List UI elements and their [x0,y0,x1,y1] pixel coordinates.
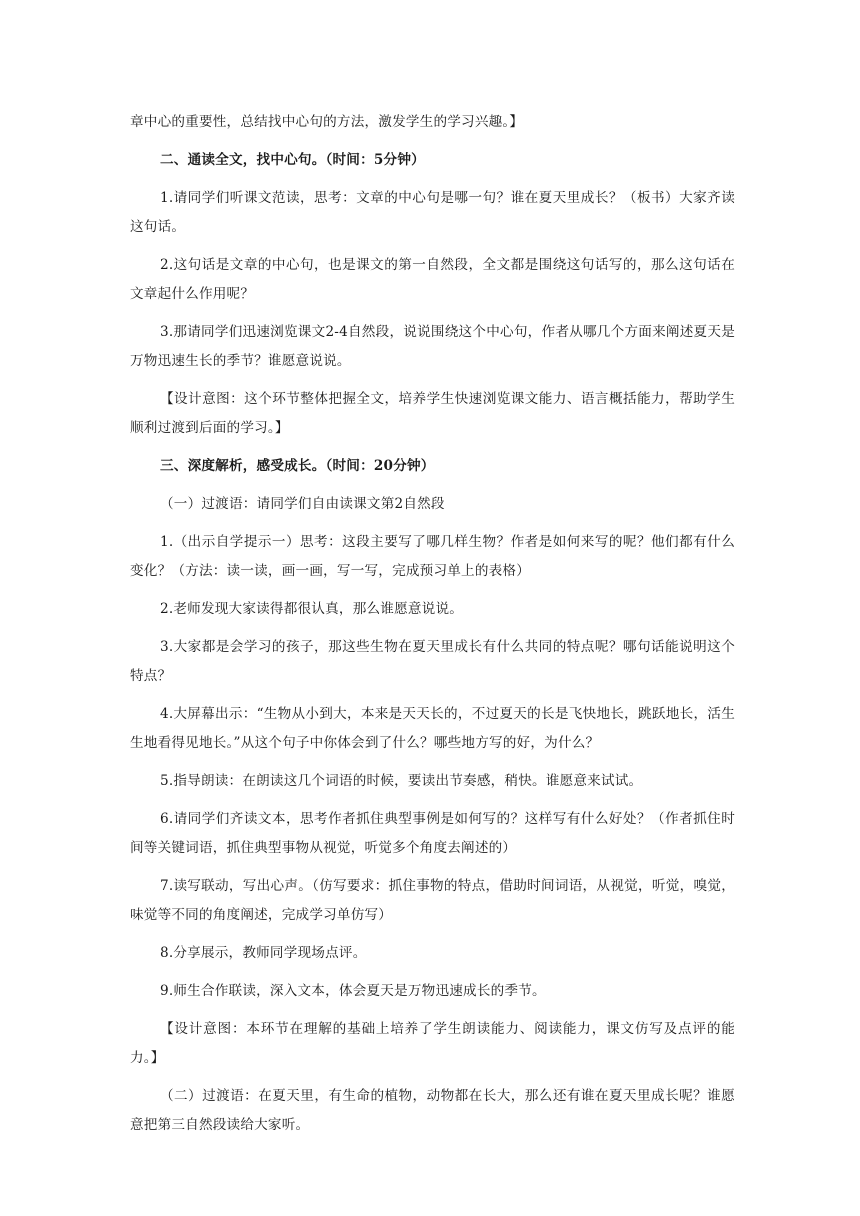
section-heading-2: 二、通读全文，找中心句。（时间：5分钟） [160,152,425,168]
paragraph: 1.请同学们听课文范读，思考：文章的中心句是哪一句？谁在夏天里成长？（板书）大家齐读这句话。 [130,190,735,235]
design-intent-note: 【设计意图：本环节在理解的基础上培养了学生朗读能力、阅读能力，课文仿写及点评的能力。】 [130,1021,735,1066]
paragraph: 1.（出示自学提示一）思考：这段主要写了哪几样生物？作者是如何来写的呢？他们都有什么变化？（方法：读一读，画一画，写一写，完成预习单上的表格） [130,534,735,579]
paragraph: 9.师生合作联读，深入文本，体会夏天是万物迅速成长的季节。 [160,983,546,999]
subsection-transition: （一）过渡语：请同学们自由读课文第2自然段 [160,496,445,512]
section-heading-3: 三、深度解析，感受成长。（时间：20分钟） [160,458,435,474]
paragraph: 3.大家都是会学习的孩子，那这些生物在夏天里成长有什么共同的特点呢？哪句话能说明这个特点？ [130,639,735,684]
subsection-transition: （二）过渡语：在夏天里，有生命的植物，动物都在长大，那么还有谁在夏天里成长呢？谁愿意把第三自然段读给大家听。 [130,1088,735,1133]
paragraph: 2.这句话是文章的中心句，也是课文的第一自然段，全文都是围绕这句话写的，那么这句话在文章起什么作用呢？ [130,257,735,302]
paragraph: 5.指导朗读：在朗读这几个词语的时候，要读出节奏感，稍快。谁愿意来试试。 [160,773,643,789]
paragraph-continued: 章中心的重要性，总结找中心句的方法，激发学生的学习兴趣。】 [130,114,524,130]
paragraph: 7.读写联动，写出心声。（仿写要求：抓住事物的特点，借助时间词语，从视觉，听觉，嗅觉，味觉等不同的角度阐述，完成学习单仿写） [130,878,735,923]
paragraph: 6.请同学们齐读文本，思考作者抓住典型事例是如何写的？这样写有什么好处？（作者抓住时间等关键词语，抓住典型事物从视觉，听觉多个角度去阐述的） [130,811,735,856]
paragraph: 4.大屏幕出示：“生物从小到大，本来是天天长的，不过夏天的长是飞快地长，跳跃地长，活生生地看得见地长。”从这个句子中你体会到了什么？哪些地方写的好，为什么？ [130,706,735,751]
paragraph: 8.分享展示，教师同学现场点评。 [160,945,367,961]
paragraph: 2.老师发现大家读得都很认真，那么谁愿意说说。 [160,601,464,617]
paragraph: 3.那请同学们迅速浏览课文2-4自然段，说说围绕这个中心句，作者从哪几个方面来阐述夏天是万物迅速生长的季节？谁愿意说说。 [130,324,735,369]
design-intent-note: 【设计意图：这个环节整体把握全文，培养学生快速浏览课文能力、语言概括能力，帮助学生顺利过渡到后面的学习。】 [130,391,735,436]
document-body [130,108,735,1149]
